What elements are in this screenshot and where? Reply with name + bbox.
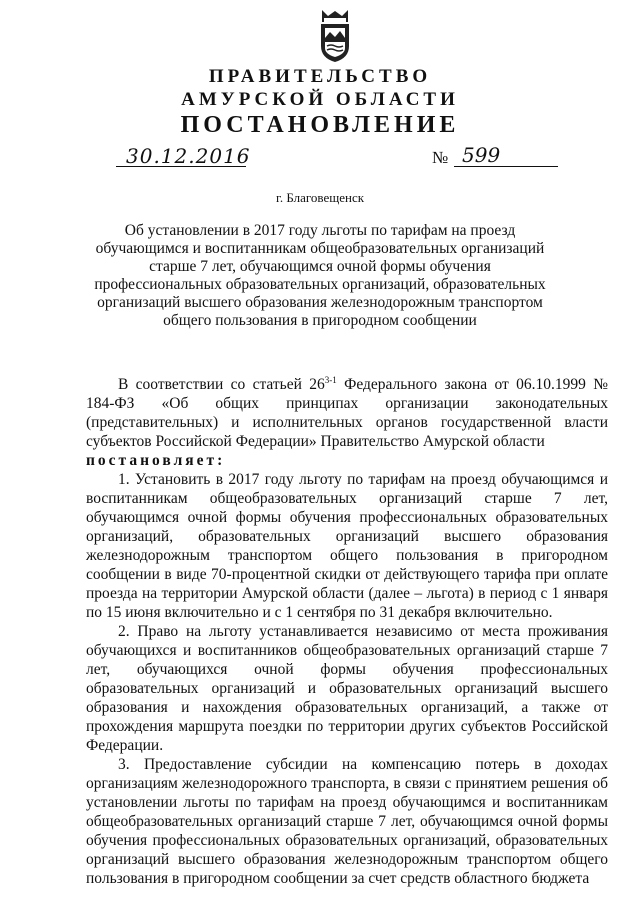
intro-paragraph: В соответствии со статьей 26$^{3-1}$ Федерального закона от 06.10.1999 № 184-ФЗ «Об общих принципах организации законодательных (представительных) и исполнительных органов государственной власти субъектов Российской Федерации» Правительство Амурской области [86, 374, 608, 450]
document-number: 599 [462, 143, 501, 167]
paragraph-1: 1. Установить в 2017 году льготу по тарифам на проезд обучающимся и воспитанникам общеобразовательных организаций старше 7 лет, обучающимся очной формы обучения профессиональных образовательных организаций, образовательных организаций высшего образования железнодорожным транспортом общего пользования в пригородном сообщении в виде 70-процентной скидки от действующего тарифа при оплате проезда на территории Амурской области (далее – льгота) в период с 1 января по 15 июня включительно и с 1 сентября по 31 декабря включительно. [86, 471, 608, 621]
paragraph-2: 2. Право на льготу устанавливается независимо от места проживания обучающихся и воспитанников общеобразовательных организаций старше 7 лет, обучающихся очной формы обучения профессиональных образовательных организаций и образовательных организаций высшего образования и нахождения образовательных организаций, а также от прохождения маршрута поездки по территории других субъектов Российской Федерации. [86, 623, 608, 754]
coat-of-arms-icon [318, 8, 352, 64]
paragraph-3: 3. Предоставление субсидии на компенсацию потерь в доходах организациям железнодорожного транспорта, в связи с принятием решения об установлении льготы по тарифам на проезд обучающимся и воспитанникам общеобразовательных организаций старше 7 лет, обучающимся очной формы обучения профессиональных образовательных организаций, образовательных организаций высшего образования железнодорожным транспортом общего пользования в пригородном сообщении за счет средств областного бюджета [86, 756, 608, 887]
document-type: ПОСТАНОВЛЕНИЕ [180, 112, 460, 138]
decree-word: постановляет: [86, 452, 226, 469]
document-title: Об установлении в 2017 году льготы по тарифам на проезд обучающимся и воспитанникам общеобразовательных организаций старше 7 лет, обучающимся очной формы обучения профессиональных образовательных организаций, образовательных организаций высшего образования железнодорожным транспортом общего пользования в пригородном сообщении [94, 222, 546, 329]
number-label: № [432, 148, 449, 167]
document-body [86, 375, 608, 888]
article-superscript: 3-1 [324, 374, 337, 385]
city: г. Благовещенск [275, 190, 365, 205]
organization-name-line2: АМУРСКОЙ ОБЛАСТИ [181, 89, 459, 110]
date-underline [116, 166, 246, 167]
number-underline [454, 166, 558, 167]
organization-name-line1: ПРАВИТЕЛЬСТВО [208, 66, 432, 87]
document-date: 30.12.2016 [126, 144, 251, 168]
